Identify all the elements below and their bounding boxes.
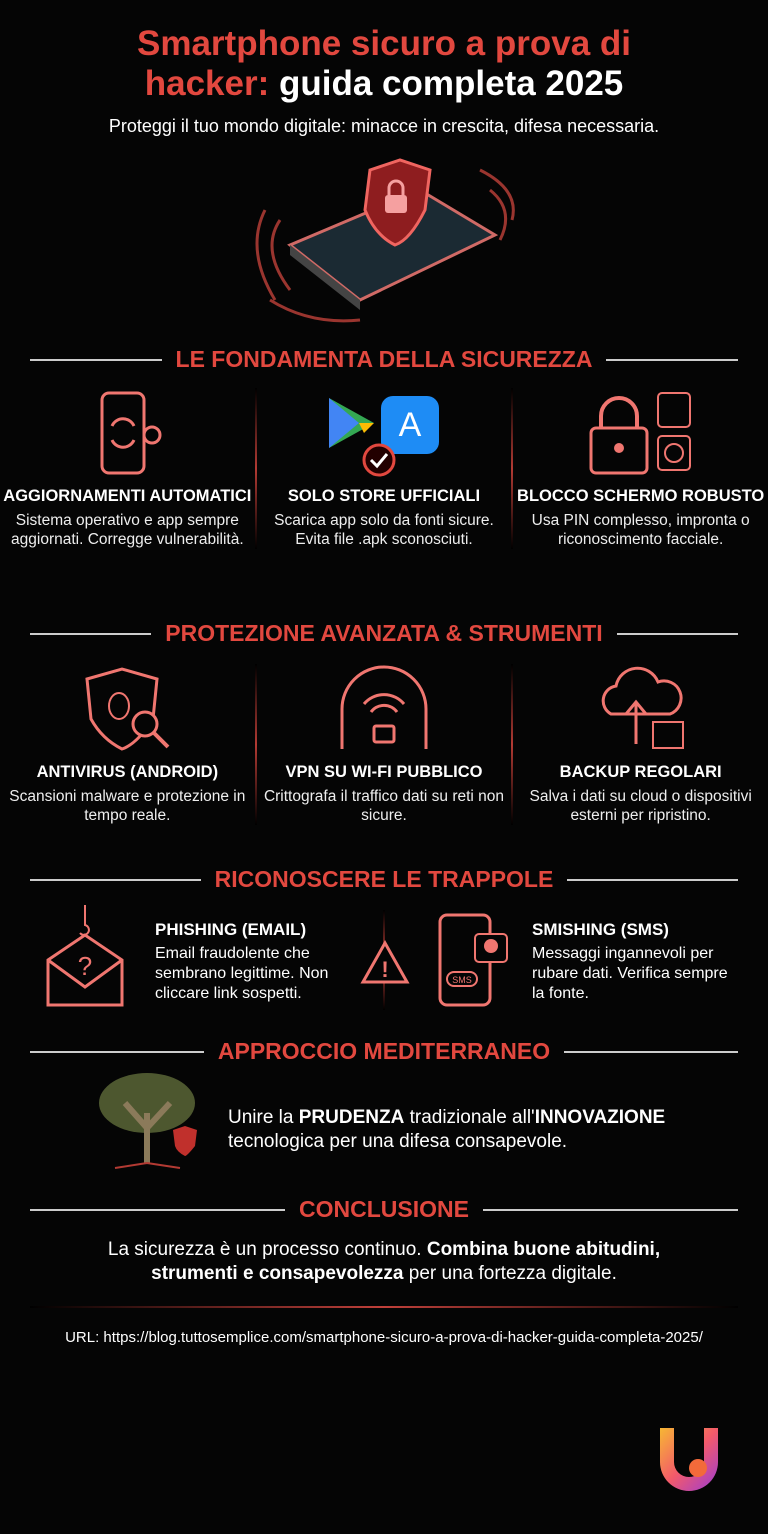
text-bold: Combina buone abitudini, strumenti e consapevolezza (151, 1239, 661, 1284)
feature-text: Scansioni malware e protezione in tempo reale. (9, 788, 246, 824)
feature-blocco (513, 388, 768, 549)
feature-title: ANTIVIRUS (ANDROID) (36, 763, 219, 781)
olive-tree-shield-icon (95, 1068, 205, 1173)
feature-text: Crittografa il traffico dati su reti non sicure. (263, 788, 505, 824)
text-bold: INNOVAZIONE (534, 1107, 666, 1128)
text: per una fortezza digitale. (403, 1263, 617, 1284)
avanzata-row (0, 664, 768, 825)
svg-text:A: A (398, 406, 422, 444)
source-url[interactable]: URL: https://blog.tuttosemplice.com/smartphone-sicuro-a-prova-di-hacker-guida-completa-2025/ (65, 1329, 703, 1346)
conclusione-text (84, 1238, 684, 1286)
title-part1: Smartphone sicuro a prova di (137, 24, 631, 63)
section-avanzata-header (30, 620, 738, 647)
title-part3: guida completa 2025 (278, 64, 624, 103)
text: Unire la (228, 1107, 299, 1128)
phone-update-gear-icon (82, 388, 172, 478)
feature-title: VPN SU WI-FI PUBBLICO (285, 763, 483, 781)
hero-phone-shield-icon (250, 150, 520, 325)
feature-text: Usa PIN complesso, impronta o riconoscimento facciale. (531, 512, 750, 548)
svg-text:?: ? (77, 951, 93, 981)
section-fondamenta-header (30, 346, 738, 373)
divider (30, 1306, 738, 1308)
trap-text: Email fraudolente che sembrano legittime. Non cliccare link sospetti. (155, 945, 329, 1002)
vpn-tunnel-wifi-lock-icon (334, 664, 434, 754)
phishing-envelope-hook-icon (40, 905, 130, 1010)
app-store-icons (319, 388, 449, 478)
section-heading: LE FONDAMENTA DELLA SICUREZZA (175, 346, 593, 372)
feature-antivirus (0, 664, 255, 825)
feature-vpn (257, 664, 512, 825)
feature-text: Scarica app solo da fonti sicure. Evita file .apk sconosciuti. (274, 512, 494, 548)
text: tecnologica per una difesa consapevole. (228, 1131, 568, 1152)
feature-aggiornamenti (0, 388, 255, 549)
feature-title: BLOCCO SCHERMO ROBUSTO (517, 487, 765, 505)
feature-title: BACKUP REGOLARI (559, 763, 722, 781)
text: La sicurezza è un processo continuo. (107, 1239, 427, 1260)
section-heading: APPROCCIO MEDITERRANEO (217, 1038, 551, 1064)
section-trappole-header (30, 866, 738, 893)
text: tradizionale all' (404, 1107, 535, 1128)
title-part2: hacker: (144, 64, 270, 103)
cloud-backup-icon (591, 664, 691, 754)
feature-title: AGGIORNAMENTI AUTOMATICI (3, 487, 252, 505)
lock-fingerprint-face-icon (586, 388, 696, 478)
section-heading: RICONOSCERE LE TRAPPOLE (214, 866, 554, 892)
trap-text: Messaggi ingannevoli per rubare dati. Verifica sempre la fonte. (532, 945, 728, 1002)
page-title (0, 24, 768, 104)
brand-logo (654, 1424, 724, 1494)
trap-title: SMISHING (SMS) (532, 920, 669, 939)
fondamenta-row (0, 388, 768, 549)
trap-phishing (155, 920, 355, 1004)
section-mediterraneo-header (30, 1038, 738, 1065)
feature-text: Salva i dati su cloud o dispositivi esterni per ripristino. (529, 788, 752, 824)
shield-bug-magnifier-icon (77, 664, 177, 754)
trap-title: PHISHING (EMAIL) (155, 920, 307, 939)
trap-smishing (532, 920, 742, 1004)
section-heading: CONCLUSIONE (299, 1196, 469, 1222)
svg-text:!: ! (381, 957, 389, 982)
feature-backup (513, 664, 768, 825)
section-heading: PROTEZIONE AVANZATA & STRUMENTI (165, 620, 603, 646)
sms-badge: SMS (452, 975, 472, 985)
warning-icon (360, 940, 410, 985)
smishing-phone-icon (435, 912, 515, 1010)
text-bold: PRUDENZA (298, 1107, 405, 1128)
feature-store (257, 388, 512, 549)
mediterraneo-text (228, 1106, 728, 1154)
feature-text: Sistema operativo e app sempre aggiornati. Corregge vulnerabilità. (11, 512, 244, 548)
subtitle: Proteggi il tuo mondo digitale: minacce in crescita, difesa necessaria. (108, 116, 660, 136)
feature-title: SOLO STORE UFFICIALI (287, 487, 481, 505)
section-conclusione-header (30, 1196, 738, 1223)
